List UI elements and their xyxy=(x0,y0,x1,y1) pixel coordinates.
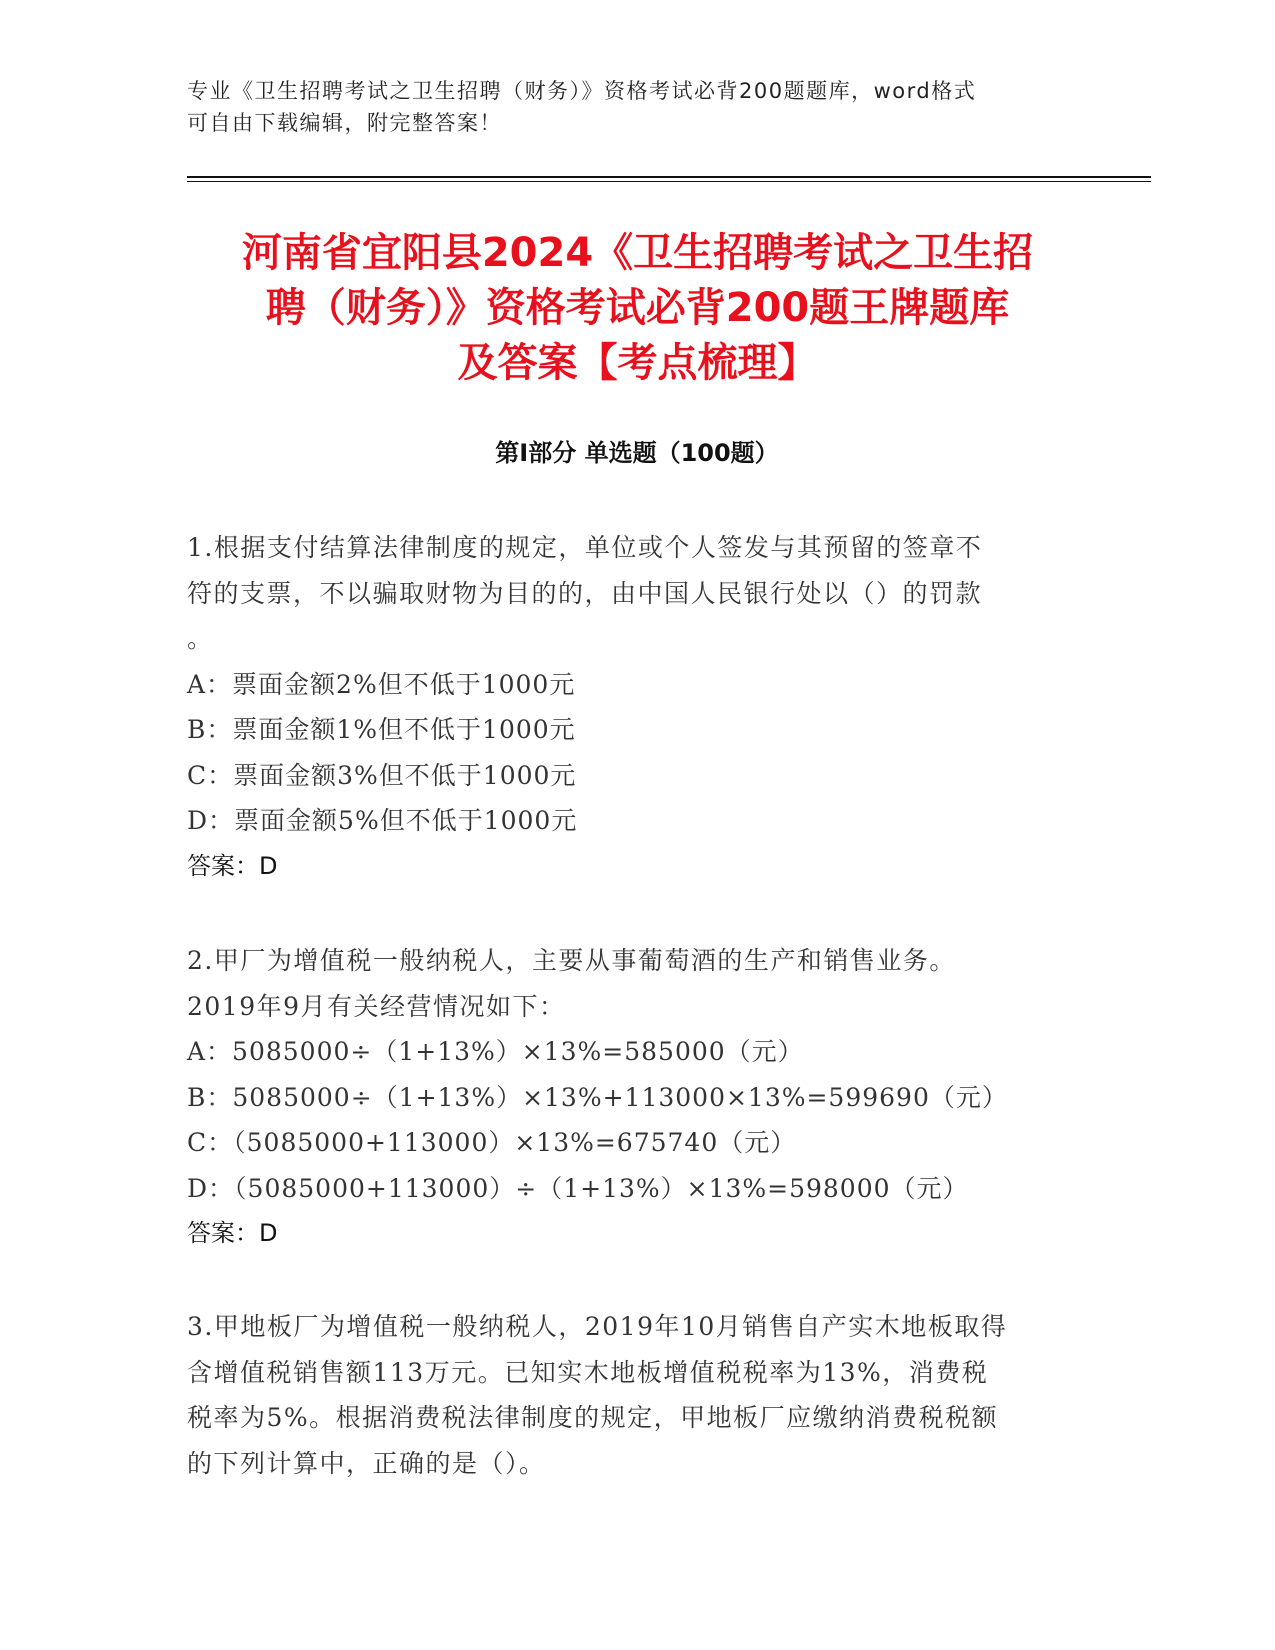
question-3 xyxy=(187,1304,1087,1486)
title-line: 聘（财务）》资格考试必背200题王牌题库 xyxy=(265,285,1010,331)
option-c: C：票面金额3%但不低于1000元 xyxy=(187,760,577,790)
question-stem-line: 含增值税销售额113万元。已知实木地板增值税税率为13%，消费税 xyxy=(187,1357,989,1387)
title-line: 及答案【考点梳理】 xyxy=(457,340,818,386)
option-c: C：（5085000+113000）×13%=675740（元） xyxy=(187,1128,797,1157)
question-stem-line: 1.根据支付结算法律制度的规定，单位或个人签发与其预留的签章不 xyxy=(187,533,983,562)
question-stem-line: 符的支票，不以骗取财物为目的的，由中国人民银行处以（）的罚款 xyxy=(187,578,983,608)
question-stem-line: 2019年9月有关经营情况如下： xyxy=(187,991,566,1021)
section-heading: 第Ⅰ部分 单选题（100题） xyxy=(495,439,779,467)
header-note-line: 可自由下载编辑，附完整答案！ xyxy=(187,111,502,135)
document-title xyxy=(150,226,1125,391)
question-stem-line: 的下列计算中，正确的是（）。 xyxy=(187,1448,546,1478)
option-b: B：5085000÷（1+13%）×13%+113000×13%=599690（元） xyxy=(187,1082,1008,1112)
question-stem-line: 2.甲厂为增值税一般纳税人，主要从事葡萄酒的生产和销售业务。 xyxy=(187,946,956,975)
question-1 xyxy=(187,525,1087,889)
option-d: D：票面金额5%但不低于1000元 xyxy=(187,806,578,835)
option-a: A：5085000÷（1+13%）×13%=585000（元） xyxy=(187,1037,804,1066)
title-line: 河南省宜阳县2024《卫生招聘考试之卫生招 xyxy=(241,230,1034,276)
header-note-line: 专业《卫生招聘考试之卫生招聘（财务）》资格考试必背200题题库，word格式 xyxy=(187,79,977,103)
header-note xyxy=(187,75,1067,139)
header-divider-thick xyxy=(187,176,1151,178)
question-stem-line: 3.甲地板厂为增值税一般纳税人，2019年10月销售自产实木地板取得 xyxy=(187,1312,1008,1341)
question-stem-line: 。 xyxy=(187,624,214,653)
question-stem-line: 税率为5%。根据消费税法律制度的规定，甲地板厂应缴纳消费税税额 xyxy=(187,1403,999,1432)
option-b: B：票面金额1%但不低于1000元 xyxy=(187,715,576,744)
answer-line: 答案：D xyxy=(187,1219,278,1247)
header-divider-thin xyxy=(187,181,1151,182)
question-2 xyxy=(187,938,1087,1257)
answer-line: 答案：D xyxy=(187,851,278,880)
option-a: A：票面金额2%但不低于1000元 xyxy=(187,669,576,699)
option-d: D：（5085000+113000）÷（1+13%）×13%=598000（元） xyxy=(187,1173,969,1203)
